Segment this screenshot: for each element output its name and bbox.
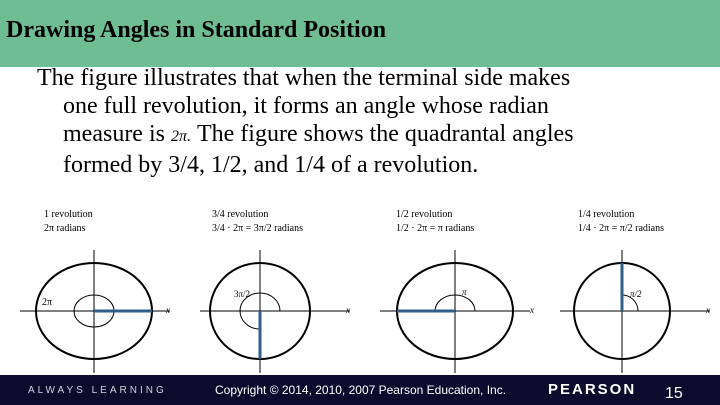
footer-brand-logo: PEARSON bbox=[548, 381, 637, 398]
fig2-label-bottom: 3/4 · 2π = 3π/2 radians bbox=[212, 223, 304, 234]
fig4-label-bottom: 1/4 · 2π = π/2 radians bbox=[578, 223, 665, 234]
body-text bbox=[37, 64, 697, 179]
slide-title: Drawing Angles in Standard Position bbox=[6, 17, 387, 43]
fig3-diagram bbox=[380, 245, 550, 375]
fig1-diagram bbox=[20, 245, 190, 375]
body-line-3 bbox=[37, 120, 697, 151]
footer-copyright: Copyright © 2014, 2010, 2007 Pearson Education, Inc. bbox=[215, 383, 507, 397]
body-line-4: formed by 3/4, 1/2, and 1/4 of a revolution. bbox=[63, 152, 479, 178]
fig4-axis-label: x bbox=[706, 305, 710, 315]
measure-value: 2π. bbox=[170, 128, 191, 145]
fig3-axis-label: x bbox=[530, 305, 534, 315]
fig2-angle-label: 3π/2 bbox=[234, 289, 251, 299]
footer-tagline: ALWAYS LEARNING bbox=[28, 385, 167, 396]
footer-bar bbox=[0, 375, 720, 405]
fig1-angle-label: 2π bbox=[42, 297, 53, 308]
fig4-label-top: 1/4 revolution bbox=[578, 209, 635, 220]
fig2-axis-label: x bbox=[346, 305, 350, 315]
fig3-label-top: 1/2 revolution bbox=[396, 209, 453, 220]
figures-area bbox=[0, 205, 720, 375]
page-number: 15 bbox=[665, 385, 683, 402]
body-line-3-rest: The figure shows the quadrantal angles bbox=[190, 121, 574, 147]
fig4-diagram bbox=[560, 245, 720, 375]
fig2-label-top: 3/4 revolution bbox=[212, 209, 269, 220]
fig3-angle-label: π bbox=[462, 287, 467, 297]
fig4-angle-label: π/2 bbox=[630, 289, 642, 299]
fig1-label-bottom: 2π radians bbox=[44, 223, 86, 234]
body-line-2: one full revolution, it forms an angle whose radian bbox=[63, 93, 549, 119]
body-line-1: The figure illustrates that when the terminal side makes bbox=[37, 65, 571, 91]
body-line-3-start: measure is bbox=[63, 121, 171, 147]
fig2-diagram bbox=[200, 245, 370, 375]
fig3-label-bottom: 1/2 · 2π = π radians bbox=[396, 223, 475, 234]
title-bar bbox=[0, 0, 720, 67]
fig1-axis-label: x bbox=[166, 305, 170, 315]
fig1-label-top: 1 revolution bbox=[44, 209, 93, 220]
